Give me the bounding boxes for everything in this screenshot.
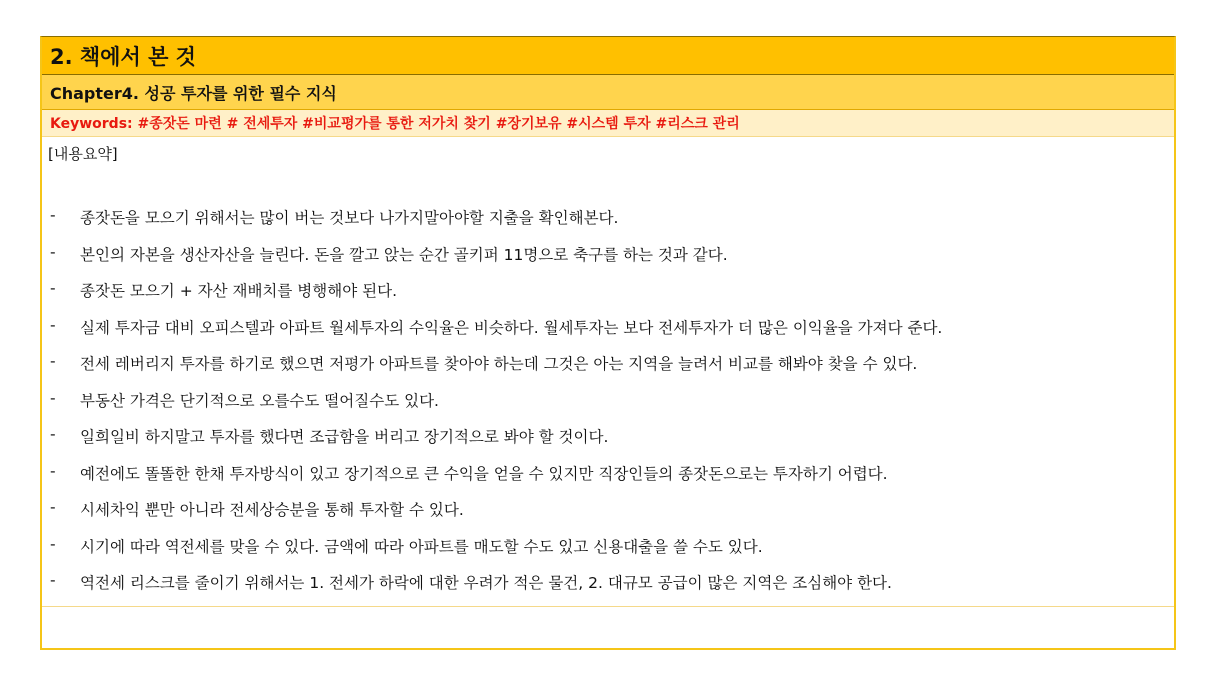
- list-item-text: 종잣돈 모으기 + 자산 재배치를 병행해야 된다.: [80, 282, 397, 300]
- bullet-dash: -: [50, 206, 56, 224]
- bullet-dash: -: [50, 352, 56, 370]
- keywords-row: Keywords: #종잣돈 마련 # 전세투자 #비교평가를 통한 저가치 찾기 #장기보유 #시스템 투자 #리스크 관리: [42, 110, 1174, 137]
- list-item-text: 부동산 가격은 단기적으로 오를수도 떨어질수도 있다.: [80, 391, 439, 410]
- section-title: 2. 책에서 본 것: [42, 37, 1174, 75]
- list-item: [50, 498, 942, 535]
- summary-cell: [42, 137, 1174, 607]
- bullet-dash: -: [50, 461, 56, 480]
- list-item-text: 실제 투자금 대비 오피스텔과 아파트 월세투자의 수익율은 비슷하다. 월세투자는 보다 전세투자가 더 많은 이익율을 가져다 준다.: [80, 318, 943, 337]
- list-item-text: 예전에도 똘똘한 한채 투자방식이 있고 장기적으로 큰 수익을 얻을 수 있지만 직장인들의 종잣돈으로는 투자하기 어렵다.: [80, 464, 888, 483]
- bullet-dash: -: [50, 388, 56, 407]
- list-item-text: 종잣돈을 모으기 위해서는 많이 버는 것보다 나가지말아야할 지출을 확인해본다.: [80, 209, 619, 227]
- list-item: [50, 279, 942, 316]
- bullet-dash: -: [50, 425, 56, 443]
- list-item-text: 시세차익 뿐만 아니라 전세상승분을 통해 투자할 수 있다.: [80, 501, 464, 519]
- list-item: [50, 571, 942, 608]
- bullet-dash: -: [50, 498, 56, 516]
- list-item: [50, 316, 942, 353]
- summary-list: [50, 206, 942, 608]
- note-sheet: [40, 36, 1176, 650]
- chapter-title: Chapter4. 성공 투자를 위한 필수 지식: [42, 75, 1174, 110]
- list-item-text: 시기에 따라 역전세를 맞을 수 있다. 금액에 따라 아파트를 매도할 수도 있고 신용대출을 쓸 수도 있다.: [80, 537, 763, 556]
- summary-label: [내용요약]: [48, 145, 118, 163]
- list-item: [50, 535, 942, 572]
- list-item-text: 역전세 리스크를 줄이기 위해서는 1. 전세가 하락에 대한 우려가 적은 물건, 2. 대규모 공급이 많은 지역은 조심해야 한다.: [80, 574, 892, 592]
- empty-row: [42, 607, 1174, 637]
- list-item-text: 일희일비 하지말고 투자를 했다면 조급함을 버리고 장기적으로 봐야 할 것이다.: [80, 428, 609, 446]
- list-item: [50, 243, 942, 280]
- bullet-dash: -: [50, 571, 56, 589]
- bullet-dash: -: [50, 279, 56, 297]
- list-item-text: 본인의 자본을 생산자산을 늘린다. 돈을 깔고 앉는 순간 골키퍼 11명으로 축구를 하는 것과 같다.: [80, 245, 728, 264]
- list-item: [50, 206, 942, 243]
- bullet-dash: -: [50, 534, 56, 553]
- list-item: [50, 462, 942, 499]
- bullet-dash: -: [50, 242, 56, 261]
- bullet-dash: -: [50, 315, 56, 334]
- list-item: [50, 425, 942, 462]
- list-item: [50, 352, 942, 389]
- list-item-text: 전세 레버리지 투자를 하기로 했으면 저평가 아파트를 찾아야 하는데 그것은 아는 지역을 늘려서 비교를 해봐야 찾을 수 있다.: [80, 355, 918, 373]
- list-item: [50, 389, 942, 426]
